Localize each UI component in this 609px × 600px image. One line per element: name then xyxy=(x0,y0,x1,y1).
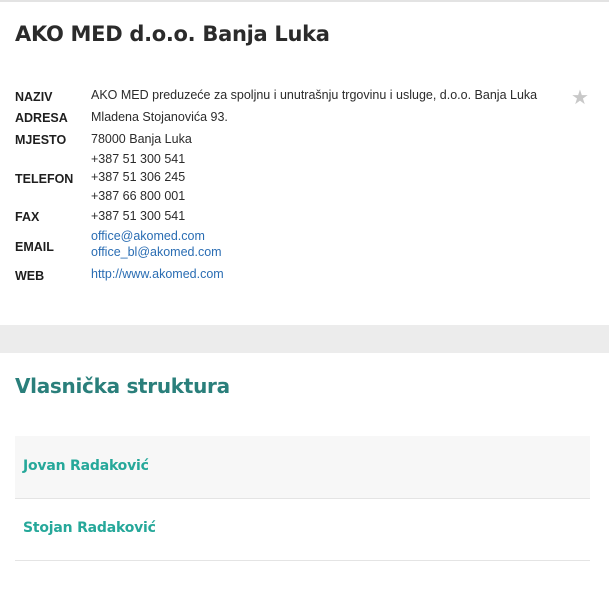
telefon-value-3: +387 66 800 001 xyxy=(91,189,186,203)
web-label: WEB xyxy=(15,269,45,283)
mjesto-value: 78000 Banja Luka xyxy=(91,132,192,146)
mjesto-label: MJESTO xyxy=(15,133,67,147)
naziv-label: NAZIV xyxy=(15,90,53,104)
telefon-value-1: +387 51 300 541 xyxy=(91,152,186,166)
company-title: AKO MED d.o.o. Banja Luka xyxy=(15,22,330,46)
fax-label: FAX xyxy=(15,210,40,224)
email-link-office[interactable]: office@akomed.com xyxy=(91,229,205,243)
owner-item[interactable] xyxy=(15,436,590,499)
telefon-label: TELEFON xyxy=(15,172,74,186)
adresa-value: Mladena Stojanovića 93. xyxy=(91,110,228,124)
ownership-section-title: Vlasnička struktura xyxy=(15,374,230,398)
owner-item[interactable] xyxy=(15,498,590,561)
adresa-label: ADRESA xyxy=(15,111,68,125)
star-icon[interactable]: ★ xyxy=(571,87,589,109)
owner-name[interactable]: Stojan Radaković xyxy=(23,520,156,536)
web-value xyxy=(91,267,224,281)
owner-name[interactable]: Jovan Radaković xyxy=(23,458,149,474)
web-link[interactable]: http://www.akomed.com xyxy=(91,267,224,281)
section-separator xyxy=(0,325,609,353)
email-label: EMAIL xyxy=(15,240,54,254)
telefon-value-2: +387 51 306 245 xyxy=(91,170,186,184)
top-divider xyxy=(0,0,609,2)
fax-value: +387 51 300 541 xyxy=(91,209,186,223)
naziv-value: AKO MED preduzeće za spoljnu i unutrašnju trgovinu i usluge, d.o.o. Banja Luka xyxy=(91,88,538,102)
email-link-office-bl[interactable]: office_bl@akomed.com xyxy=(91,245,222,259)
email-links xyxy=(91,229,222,259)
